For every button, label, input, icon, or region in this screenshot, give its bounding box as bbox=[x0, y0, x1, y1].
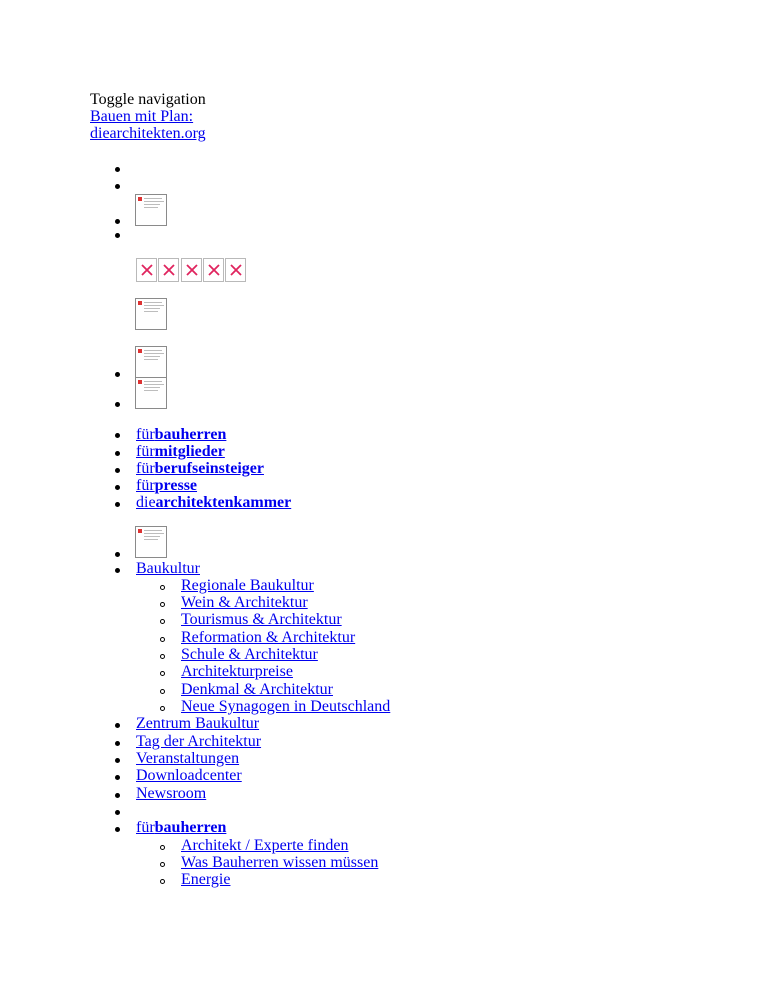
list-bullet bbox=[115, 485, 120, 490]
list-bullet bbox=[115, 810, 120, 815]
sub-bullet bbox=[160, 602, 165, 607]
sub-bullet bbox=[160, 845, 165, 850]
close-x-icon[interactable] bbox=[136, 258, 157, 282]
close-x-icon[interactable] bbox=[181, 258, 202, 282]
list-bullet bbox=[115, 167, 120, 172]
list-bullet bbox=[115, 451, 120, 456]
brand-link-line2[interactable]: diearchitekten.org bbox=[90, 125, 206, 142]
nav-sub-reformation-architektur[interactable]: Reformation & Architektur bbox=[181, 629, 356, 646]
broken-image-icon bbox=[135, 194, 167, 226]
nav-zentrum-baukultur[interactable]: Zentrum Baukultur bbox=[136, 715, 260, 732]
nav-sub-regionale-baukultur[interactable]: Regionale Baukultur bbox=[181, 577, 314, 594]
broken-image-icon bbox=[135, 526, 167, 558]
list-bullet bbox=[115, 793, 120, 798]
sub-bullet bbox=[160, 689, 165, 694]
list-bullet bbox=[115, 741, 120, 746]
list-bullet bbox=[115, 502, 120, 507]
nav-downloadcenter[interactable]: Downloadcenter bbox=[136, 767, 242, 784]
list-bullet bbox=[115, 723, 120, 728]
list-bullet bbox=[115, 372, 120, 377]
list-bullet bbox=[115, 433, 120, 438]
sub-bullet bbox=[160, 862, 165, 867]
audience-link-architektenkammer[interactable]: diearchitektenkammer bbox=[136, 494, 292, 511]
nav-sub-was-bauherren-wissen[interactable]: Was Bauherren wissen müssen bbox=[181, 854, 379, 871]
nav-sub-architekturpreise[interactable]: Architekturpreise bbox=[181, 663, 293, 680]
list-bullet bbox=[115, 468, 120, 473]
brand-link-line1[interactable]: Bauen mit Plan: bbox=[90, 108, 194, 125]
sub-bullet bbox=[160, 879, 165, 884]
audience-link-mitglieder[interactable]: fürmitglieder bbox=[136, 443, 225, 460]
close-x-icon[interactable] bbox=[203, 258, 224, 282]
audience-link-bauherren[interactable]: fürbauherren bbox=[136, 426, 227, 443]
list-bullet bbox=[115, 184, 120, 189]
list-bullet bbox=[115, 568, 120, 573]
sub-bullet bbox=[160, 637, 165, 642]
nav-sub-energie[interactable]: Energie bbox=[181, 871, 231, 888]
nav-sub-schule-architektur[interactable]: Schule & Architektur bbox=[181, 646, 318, 663]
audience-link-berufseinsteiger[interactable]: fürberufseinsteiger bbox=[136, 460, 264, 477]
nav-baukultur[interactable]: Baukultur bbox=[136, 560, 200, 577]
sub-bullet bbox=[160, 585, 165, 590]
sub-bullet bbox=[160, 671, 165, 676]
list-bullet bbox=[115, 233, 120, 238]
list-bullet bbox=[115, 402, 120, 407]
nav-tag-der-architektur[interactable]: Tag der Architektur bbox=[136, 733, 262, 750]
nav-newsroom[interactable]: Newsroom bbox=[136, 785, 207, 802]
sub-bullet bbox=[160, 654, 165, 659]
nav-veranstaltungen[interactable]: Veranstaltungen bbox=[136, 750, 240, 767]
audience-link-presse[interactable]: fürpresse bbox=[136, 477, 198, 494]
nav-sub-wein-architektur[interactable]: Wein & Architektur bbox=[181, 594, 308, 611]
nav-sub-neue-synagogen[interactable]: Neue Synagogen in Deutschland bbox=[181, 698, 391, 715]
broken-image-icon bbox=[135, 346, 167, 378]
list-bullet bbox=[115, 552, 120, 557]
close-x-icon[interactable] bbox=[225, 258, 246, 282]
toggle-navigation-button[interactable] bbox=[90, 91, 206, 108]
sub-bullet bbox=[160, 619, 165, 624]
nav-fuer-bauherren[interactable]: fürbauherren bbox=[136, 819, 227, 836]
close-x-icon[interactable] bbox=[158, 258, 179, 282]
nav-sub-architekt-finden[interactable]: Architekt / Experte finden bbox=[181, 837, 349, 854]
nav-sub-denkmal-architektur[interactable]: Denkmal & Architektur bbox=[181, 681, 333, 698]
list-bullet bbox=[115, 219, 120, 224]
list-bullet bbox=[115, 775, 120, 780]
broken-image-icon bbox=[135, 298, 167, 330]
broken-image-icon bbox=[135, 377, 167, 409]
list-bullet bbox=[115, 758, 120, 763]
nav-sub-tourismus-architektur[interactable]: Tourismus & Architektur bbox=[181, 611, 342, 628]
toggle-navigation-label: Toggle navigation bbox=[90, 91, 206, 108]
sub-bullet bbox=[160, 706, 165, 711]
list-bullet bbox=[115, 827, 120, 832]
